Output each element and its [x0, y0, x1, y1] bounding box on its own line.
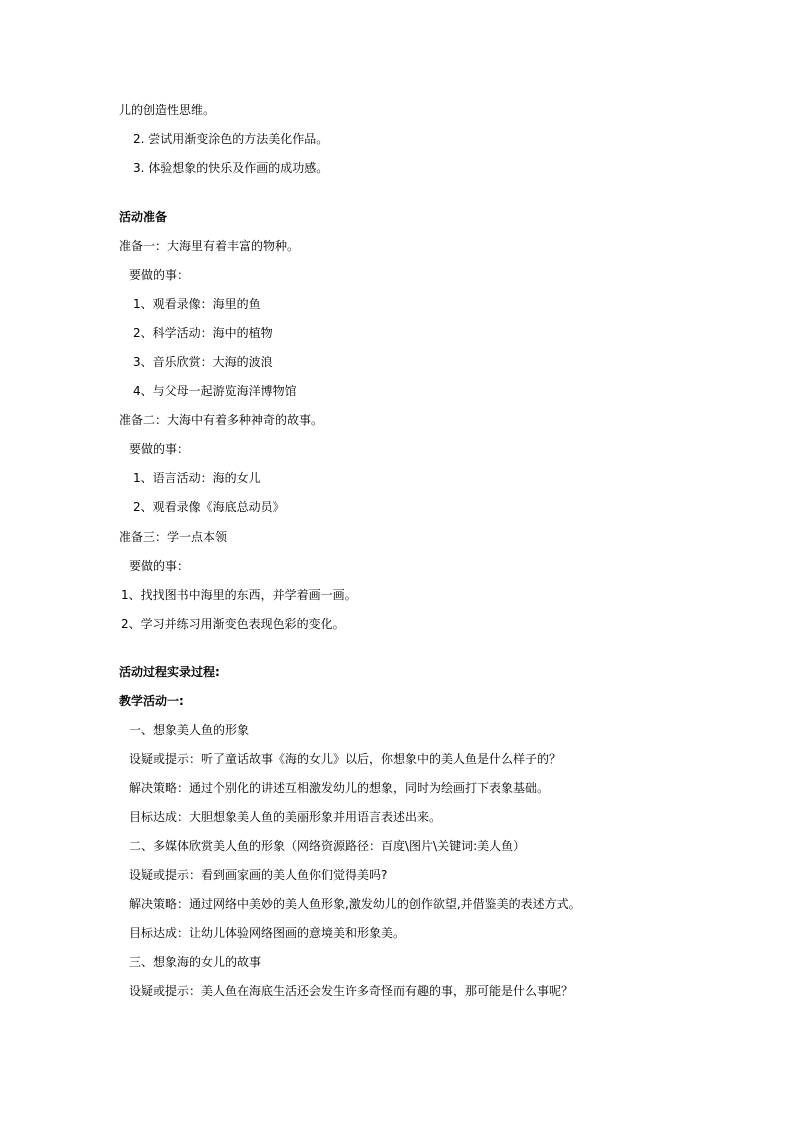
- text-line: 解决策略：通过网络中美妙的美人鱼形象,激发幼儿的创作欲望,并借鉴美的表述方式。: [129, 897, 581, 911]
- text-line: 二、多媒体欣赏美人鱼的形象（网络资源路径：百度\图片\关键词:美人鱼）: [129, 839, 526, 853]
- section-heading: 活动过程实录过程:: [119, 665, 220, 679]
- text-line: 准备二：大海中有着多种神奇的故事。: [119, 413, 324, 427]
- text-line: 三、想象海的女儿的故事: [129, 955, 262, 969]
- text-line: 2、观看录像《海底总动员》: [133, 500, 285, 514]
- text-line: 一、想象美人鱼的形象: [129, 723, 250, 737]
- text-line: 目标达成：大胆想象美人鱼的美丽形象并用语言表述出来。: [129, 810, 442, 824]
- text-line: 2、科学活动：海中的植物: [133, 326, 273, 340]
- text-line: 目标达成：让幼儿体验网络图画的意境美和形象美。: [129, 926, 406, 940]
- text-line: 准备三：学一点本领: [119, 530, 228, 544]
- text-line: 1、找找图书中海里的东西，并学着画一画。: [121, 588, 357, 602]
- text-line: 儿的创造性思维。: [119, 103, 216, 117]
- text-line: 1、语言活动：海的女儿: [133, 471, 261, 485]
- text-line: 3. 体验想象的快乐及作画的成功感。: [133, 161, 329, 175]
- text-line: 设疑或提示：看到画家画的美人鱼你们觉得美吗?: [129, 868, 388, 882]
- text-line: 3、音乐欣赏：大海的波浪: [133, 355, 273, 369]
- text-line: 1、观看录像：海里的鱼: [133, 297, 261, 311]
- section-heading: 活动准备: [119, 210, 168, 224]
- text-line: 要做的事：: [129, 442, 190, 456]
- text-line: 2. 尝试用渐变涂色的方法美化作品。: [133, 132, 329, 146]
- text-line: 要做的事：: [129, 268, 190, 282]
- text-line: 设疑或提示：听了童话故事《海的女儿》以后，你想象中的美人鱼是什么样子的？: [129, 752, 562, 766]
- text-line: 要做的事：: [129, 559, 190, 573]
- section-heading: 教学活动一:: [119, 694, 184, 708]
- text-line: 4、与父母一起游览海洋博物馆: [133, 384, 297, 398]
- text-line: 准备一：大海里有着丰富的物种。: [119, 239, 300, 253]
- text-line: 2、学习并练习用渐变色表现色彩的变化。: [121, 617, 345, 631]
- text-line: 设疑或提示：美人鱼在海底生活还会发生许多奇怪而有趣的事，那可能是什么事呢？: [129, 984, 574, 998]
- text-line: 解决策略：通过个别化的讲述互相激发幼儿的想象，同时为绘画打下表象基础。: [129, 781, 550, 795]
